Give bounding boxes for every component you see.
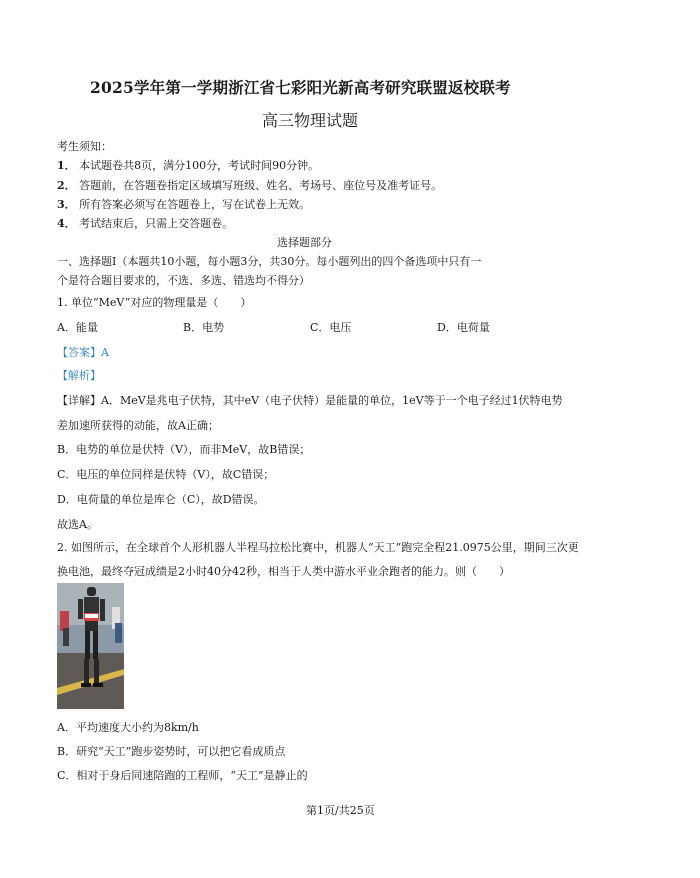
q1-option-c: C．电压 — [310, 321, 352, 334]
exam-title: 2025学年第一学期浙江省七彩阳光新高考研究联盟返校联考 — [90, 78, 511, 97]
q1-detail-line1: 【详解】A．MeV是兆电子伏特，其中eV（电子伏特）是能量的单位，1eV等于一个电子经过1伏特电势 — [57, 394, 563, 407]
q1-option-a: A．能量 — [57, 321, 98, 334]
q2-option-b: B．研究“天工”跑步姿势时，可以把它看成质点 — [57, 745, 286, 758]
q1-stem: 1. 单位“MeV”对应的物理量是（ ） — [57, 296, 252, 309]
q2-stem-line1: 2. 如图所示，在全球首个人形机器人半程马拉松比赛中，机器人“天工”跑完全程21.0975公里，期间三次更 — [57, 541, 579, 554]
q2-option-c: C．相对于身后同速陪跑的工程师，“天工”是静止的 — [57, 769, 308, 782]
q1-detail-b: B．电势的单位是伏特（V），而非MeV，故B错误； — [57, 443, 311, 456]
robot-marathon-photo — [57, 583, 124, 709]
q1-detail-c: C．电压的单位同样是伏特（V），故C错误； — [57, 468, 275, 481]
notice-item-text: 答题前，在答题卷指定区域填写班级、姓名、考场号、座位号及准考证号。 — [79, 179, 443, 192]
q1-detail-d: D．电荷量的单位是库仑（C），故D错误。 — [57, 493, 265, 506]
q1-conclusion: 故选A。 — [57, 518, 98, 531]
notice-item: 1． 本试题卷共8页，满分100分，考试时间90分钟。 — [57, 159, 320, 172]
section-intro-line2: 个是符合题目要求的，不选、多选、错选均不得分） — [57, 274, 310, 287]
q1-option-d: D．电荷量 — [437, 321, 490, 334]
q1-option-b: B．电势 — [183, 321, 225, 334]
q1-answer-tag: 【答案】A — [57, 346, 109, 359]
robot-photo-illustration — [57, 583, 124, 709]
notice-item-text: 本试题卷共8页，满分100分，考试时间90分钟。 — [79, 159, 320, 172]
section-intro-line1: 一、选择题Ⅰ（本题共10小题，每小题3分，共30分。每小题列出的四个备选项中只有一 — [57, 255, 482, 268]
notice-item-number: 2 — [57, 179, 65, 192]
exam-subtitle: 高三物理试题 — [262, 111, 359, 130]
q1-detail-line2: 差加速所获得的动能，故A正确； — [57, 419, 219, 432]
q1-analysis-tag: 【解析】 — [57, 369, 101, 382]
notice-item: 3． 所有答案必须写在答题卷上，写在试卷上无效。 — [57, 198, 311, 211]
notice-item-number: 4 — [57, 217, 65, 230]
q2-stem-line2: 换电池，最终夺冠成绩是2小时40分42秒，相当于人类中游水平业余跑者的能力。则（ ） — [57, 565, 510, 578]
page-footer: 第1页/共25页 — [306, 804, 375, 817]
q2-option-a: A．平均速度大小约为8km/h — [57, 721, 199, 734]
notice-item-number: 1 — [57, 159, 65, 172]
notice-item-number: 3 — [57, 198, 65, 211]
notice-item: 4． 考试结束后，只需上交答题卷。 — [57, 217, 234, 230]
notice-item: 2． 答题前，在答题卷指定区域填写班级、姓名、考场号、座位号及准考证号。 — [57, 179, 443, 192]
section-title: 选择题部分 — [277, 236, 332, 249]
notice-item-text: 考试结束后，只需上交答题卷。 — [79, 217, 234, 230]
notice-heading: 考生须知： — [57, 140, 112, 153]
notice-item-text: 所有答案必须写在答题卷上，写在试卷上无效。 — [79, 198, 311, 211]
